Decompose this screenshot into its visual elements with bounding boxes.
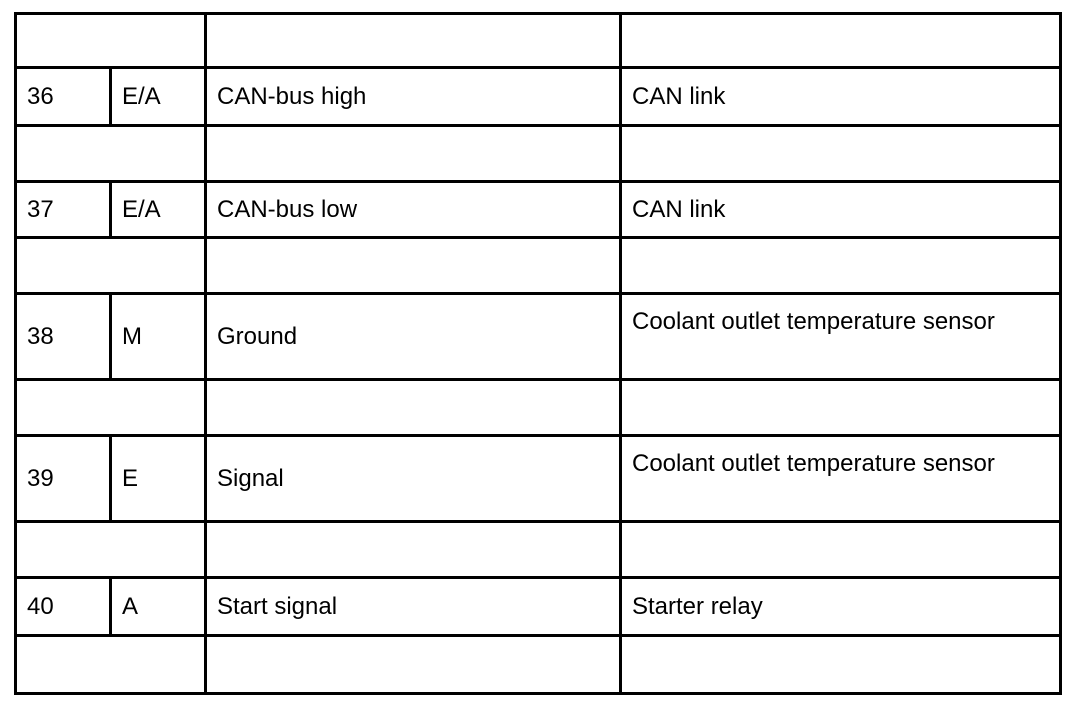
table-row [16,294,1061,380]
description-cell: Start signal [206,578,621,636]
table-row [16,68,1061,126]
spacer-cell [621,636,1061,694]
spacer-cell [621,522,1061,578]
component-cell: Coolant outlet temperature sensor [621,436,1061,522]
spacer-cell [16,380,206,436]
description-cell: Signal [206,436,621,522]
spacer-cell [16,636,206,694]
spacer-row [16,126,1061,182]
component-cell: Coolant outlet temperature sensor [621,294,1061,380]
pin-number-cell: 39 [16,436,111,522]
spacer-row [16,380,1061,436]
spacer-cell [16,126,206,182]
pin-number-cell: 40 [16,578,111,636]
spacer-cell [206,522,621,578]
spacer-row [16,14,1061,68]
pin-number-cell: 38 [16,294,111,380]
spacer-row [16,522,1061,578]
spacer-row [16,636,1061,694]
table-row [16,578,1061,636]
component-cell: Starter relay [621,578,1061,636]
pin-assignment-table [14,12,1062,695]
component-cell: CAN link [621,68,1061,126]
spacer-cell [206,380,621,436]
description-cell: CAN-bus low [206,182,621,238]
signal-type-cell: E/A [111,182,206,238]
spacer-cell [206,636,621,694]
table-row [16,182,1061,238]
spacer-cell [16,522,206,578]
spacer-cell [621,14,1061,68]
component-cell: CAN link [621,182,1061,238]
spacer-cell [206,14,621,68]
signal-type-cell: E [111,436,206,522]
spacer-cell [206,238,621,294]
pin-number-cell: 36 [16,68,111,126]
table-row [16,436,1061,522]
description-cell: CAN-bus high [206,68,621,126]
signal-type-cell: M [111,294,206,380]
spacer-cell [206,126,621,182]
spacer-cell [621,380,1061,436]
spacer-cell [16,14,206,68]
spacer-cell [621,238,1061,294]
spacer-row [16,238,1061,294]
signal-type-cell: E/A [111,68,206,126]
signal-type-cell: A [111,578,206,636]
spacer-cell [621,126,1061,182]
spacer-cell [16,238,206,294]
pin-number-cell: 37 [16,182,111,238]
description-cell: Ground [206,294,621,380]
